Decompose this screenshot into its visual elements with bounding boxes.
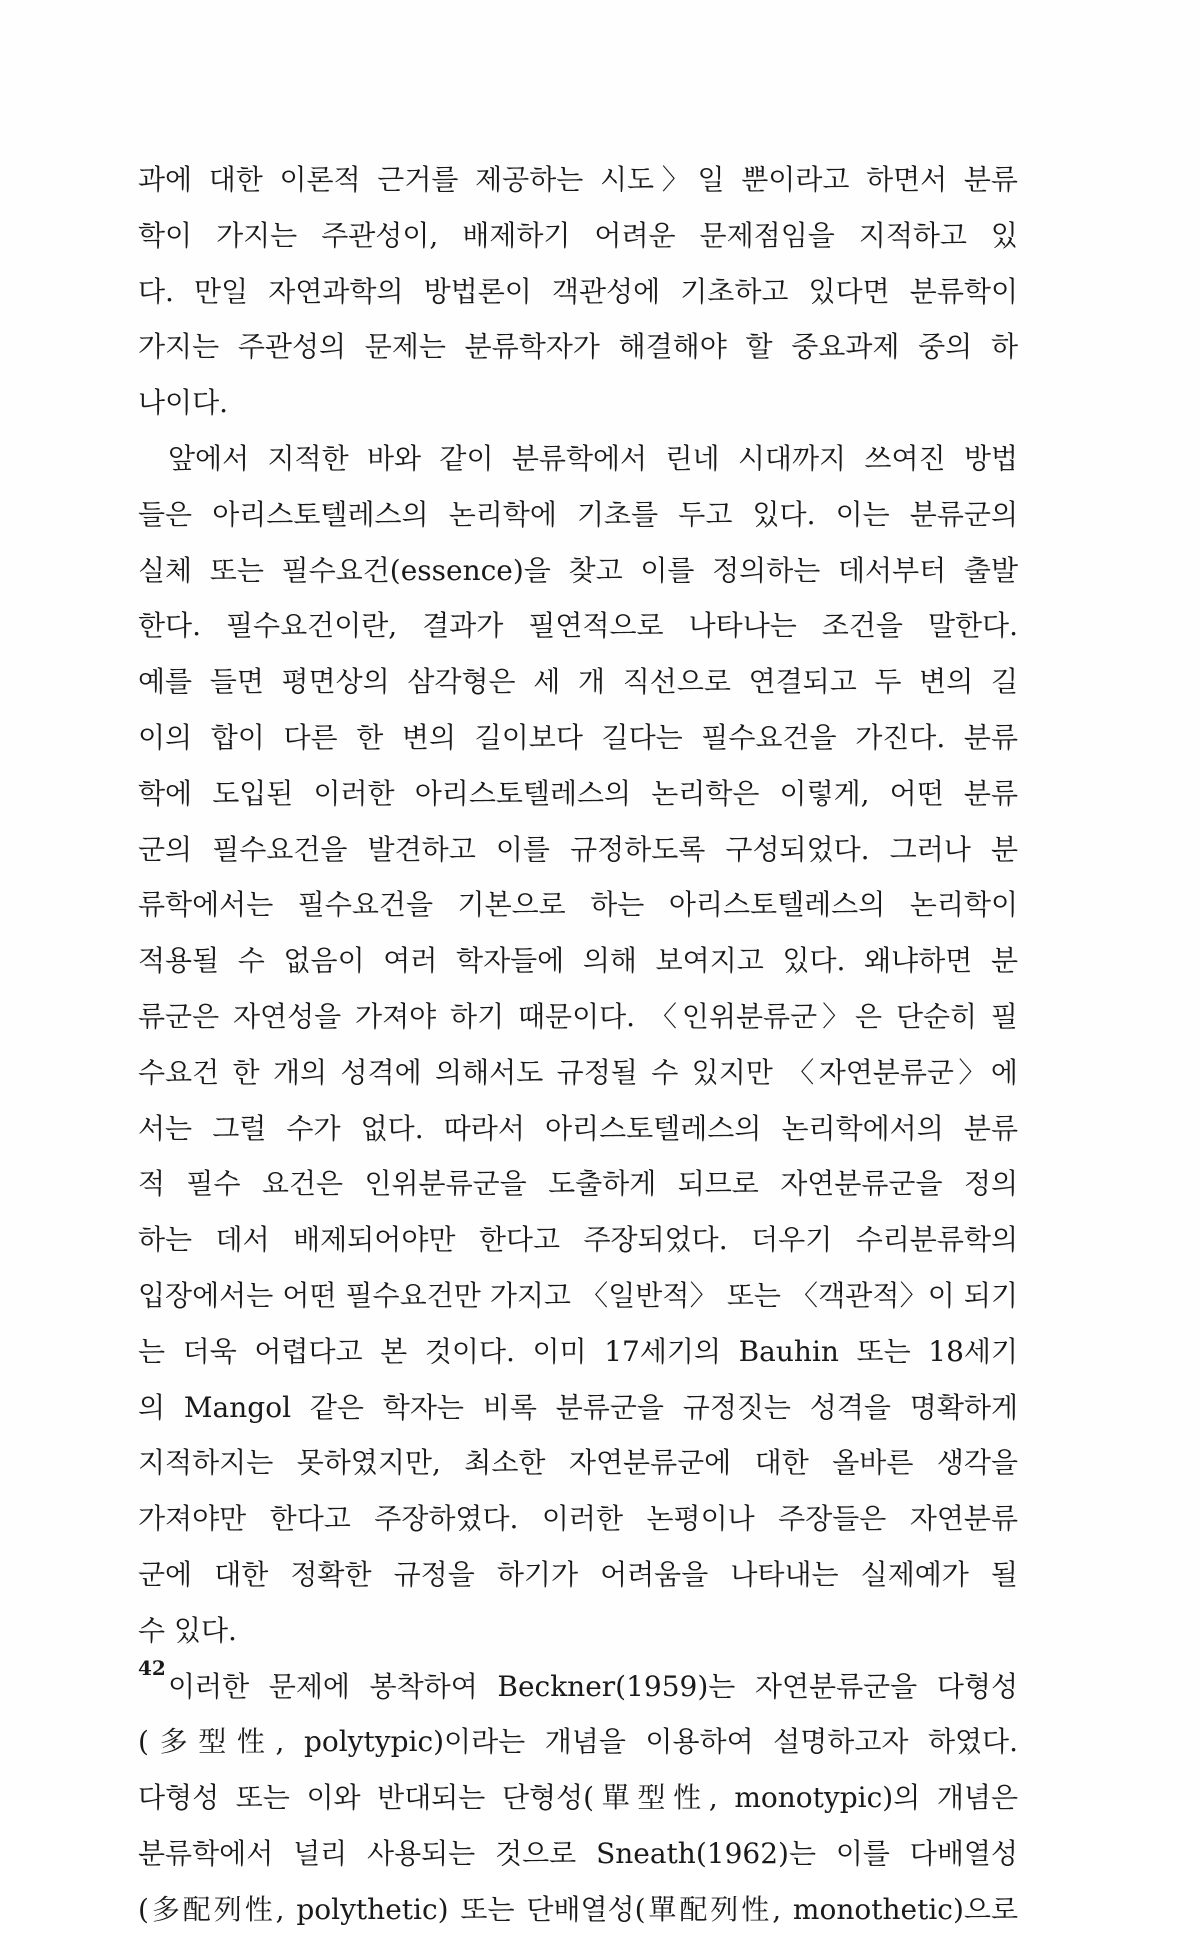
page-number: 42	[138, 1656, 166, 1680]
text-line: 적용될 수 없음이 여러 학자들에 의해 보여지고 있다. 왜냐하면 분	[138, 944, 1018, 978]
text-line: 학이 가지는 주관성이, 배제하기 어려운 문제점임을 지적하고 있	[138, 218, 1018, 252]
body-text	[138, 152, 1018, 1938]
text-line: 의 Mangol 같은 학자는 비록 분류군을 규정짓는 성격을 명확하게	[138, 1390, 1018, 1424]
text-line: 이러한 문제에 봉착하여 Beckner(1959)는 자연분류군을 다형성	[168, 1669, 1018, 1703]
text-line: 실체 또는 필수요건(essence)을 찾고 이를 정의하는 데서부터 출발	[138, 553, 1018, 587]
text-line: 가지는 주관성의 문제는 분류학자가 해결해야 할 중요과제 중의 하	[138, 330, 1018, 364]
text-line: 가져야만 한다고 주장하였다. 이러한 논평이나 주장들은 자연분류	[138, 1502, 1018, 1536]
text-line: 지적하지는 못하였지만, 최소한 자연분류군에 대한 올바른 생각을	[138, 1446, 1018, 1480]
text-line: 예를 들면 평면상의 삼각형은 세 개 직선으로 연결되고 두 변의 길	[138, 665, 1018, 699]
text-line: 군의 필수요건을 발견하고 이를 규정하도록 구성되었다. 그러나 분	[138, 832, 1018, 866]
text-line: (多配列性, polythetic) 또는 단배열성(單配列性, monothetic)으로	[138, 1892, 1018, 1926]
text-line: 앞에서 지적한 바와 같이 분류학에서 린네 시대까지 쓰여진 방법	[168, 441, 1018, 475]
text-line: 류군은 자연성을 가져야 하기 때문이다. 〈인위분류군〉은 단순히 필	[138, 999, 1018, 1033]
text-line: 과에 대한 이론적 근거를 제공하는 시도〉일 뿐이라고 하면서 분류	[138, 163, 1018, 196]
text-line: 하는 데서 배제되어야만 한다고 주장되었다. 더우기 수리분류학의	[138, 1223, 1018, 1257]
text-line: 적 필수 요건은 인위분류군을 도출하게 되므로 자연분류군을 정의	[138, 1167, 1018, 1201]
text-line: 수 있다.	[138, 1613, 237, 1647]
text-line: 입장에서는 어떤 필수요건만 가지고 〈일반적〉 또는 〈객관적〉이 되기	[138, 1278, 1018, 1312]
text-line: 나이다.	[138, 386, 229, 420]
text-line: 들은 아리스토텔레스의 논리학에 기초를 두고 있다. 이는 분류군의	[138, 497, 1018, 531]
text-line: 한다. 필수요건이란, 결과가 필연적으로 나타나는 조건을 말한다.	[138, 609, 1018, 643]
text-line: 분류학에서 널리 사용되는 것으로 Sneath(1962)는 이를 다배열성	[138, 1836, 1018, 1870]
text-line: 학에 도입된 이러한 아리스토텔레스의 논리학은 이렇게, 어떤 분류	[138, 776, 1018, 810]
text-line: 서는 그럴 수가 없다. 따라서 아리스토텔레스의 논리학에서의 분류	[138, 1111, 1018, 1145]
text-line: 다. 만일 자연과학의 방법론이 객관성에 기초하고 있다면 분류학이	[138, 274, 1018, 308]
text-line: 류학에서는 필수요건을 기본으로 하는 아리스토텔레스의 논리학이	[138, 888, 1018, 922]
text-line: 이의 합이 다른 한 변의 길이보다 길다는 필수요건을 가진다. 분류	[138, 720, 1018, 754]
text-line: 군에 대한 정확한 규정을 하기가 어려움을 나타내는 실제예가 될	[138, 1557, 1018, 1591]
text-line: 수요건 한 개의 성격에 의해서도 규정될 수 있지만 〈자연분류군〉에	[138, 1055, 1018, 1089]
text-line: (多型性, polytypic)이라는 개념을 이용하여 설명하고자 하였다.	[138, 1725, 1018, 1759]
text-line: 다형성 또는 이와 반대되는 단형성(單型性, monotypic)의 개념은	[138, 1781, 1018, 1815]
text-line: 는 더욱 어렵다고 본 것이다. 이미 17세기의 Bauhin 또는 18세기	[138, 1334, 1018, 1368]
